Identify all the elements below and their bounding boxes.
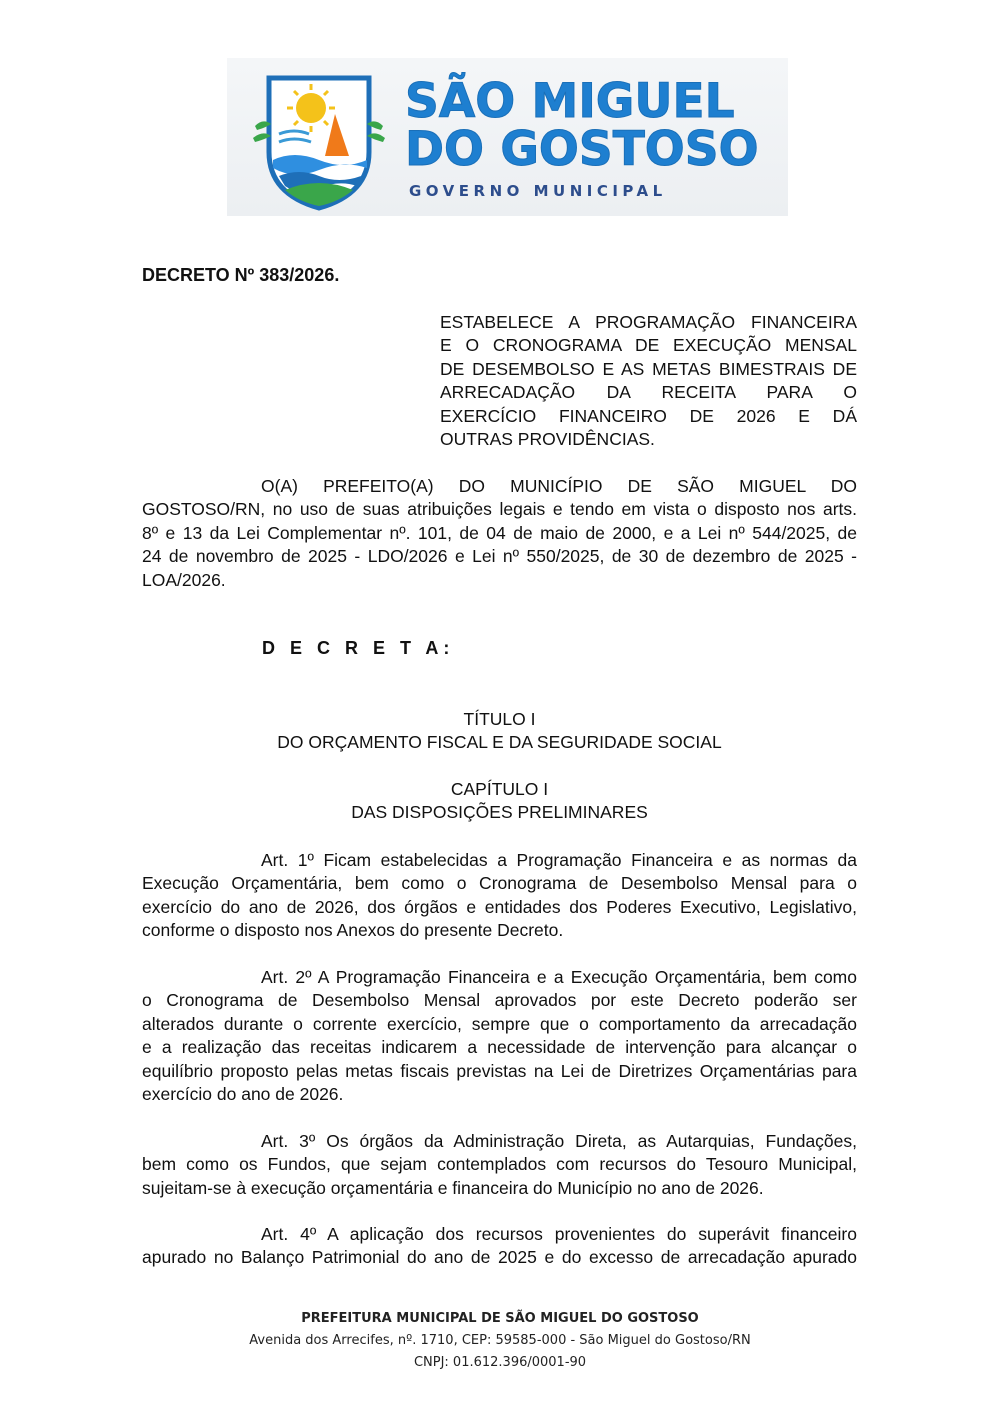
paragraph-line: exercício do ano de 2026, dos órgãos e entidades dos Poderes Executivo, Legislativo, [142, 896, 857, 917]
footer-org: PREFEITURA MUNICIPAL DE SÃO MIGUEL DO GOSTOSO [301, 1311, 699, 1326]
logo-line-1: SÃO MIGUEL [405, 74, 735, 129]
paragraph-line: GOSTOSO/RN, no uso de suas atribuições legais e tendo em vista o disposto nos arts. [142, 499, 857, 520]
paragraph-line: sujeitam-se à execução orçamentária e financeira do Município no ano de 2026. [142, 1177, 764, 1198]
paragraph-line: Art. 3º Os órgãos da Administração Direta, as Autarquias, Fundações, [261, 1131, 857, 1151]
ementa-line: DE DESEMBOLSO E AS METAS BIMESTRAIS DE [440, 358, 857, 379]
ementa-line: ESTABELECE A PROGRAMAÇÃO FINANCEIRA [440, 312, 857, 332]
footer-address: Avenida dos Arrecifes, nº. 1710, CEP: 59585-000 - São Miguel do Gostoso/RN [249, 1333, 751, 1348]
paragraph-line: apurado no Balanço Patrimonial do ano de 2025 e do excesso de arrecadação apurado [142, 1247, 857, 1268]
preamble-paragraph [142, 475, 857, 592]
titulo-name: DO ORÇAMENTO FISCAL E DA SEGURIDADE SOCIAL [277, 732, 722, 753]
paragraph-line: equilíbrio proposto pelas metas fiscais previstas na Lei de Diretrizes Orçamentárias para [142, 1060, 857, 1081]
ementa-line: E O CRONOGRAMA DE EXECUÇÃO MENSAL [440, 335, 857, 356]
paragraph-line: exercício do ano de 2026. [142, 1084, 344, 1105]
ementa-line: OUTRAS PROVIDÊNCIAS. [440, 429, 655, 450]
capitulo-name: DAS DISPOSIÇÕES PRELIMINARES [351, 802, 648, 823]
municipal-emblem-icon [249, 64, 389, 212]
paragraph-line: Art. 2º A Programação Financeira e a Execução Orçamentária, bem como [261, 967, 857, 987]
paragraph-line: 24 de novembro de 2025 - LDO/2026 e Lei nº 550/2025, de 30 de dezembro de 2025 - [142, 546, 857, 567]
paragraph-line: o Cronograma de Desembolso Mensal aprovados por este Decreto poderão ser [142, 990, 857, 1011]
article-2 [142, 966, 857, 1106]
footer-cnpj: CNPJ: 01.612.396/0001-90 [413, 1355, 587, 1370]
paragraph-line: Execução Orçamentária, bem como o Cronograma de Desembolso Mensal para o [142, 873, 857, 894]
decree-ementa [440, 311, 857, 451]
titulo-heading [142, 708, 857, 755]
titulo-number: TÍTULO I [463, 709, 536, 729]
paragraph-line: e a realização das receitas indicarem a necessidade de intervenção para alcançar o [142, 1037, 857, 1058]
logo-subtitle: GOVERNO MUNICIPAL [409, 182, 667, 200]
capitulo-number: CAPÍTULO I [450, 779, 549, 799]
paragraph-line: bem como os Fundos, que sejam contemplados com recursos do Tesouro Municipal, [142, 1154, 857, 1175]
logo-wordmark [405, 74, 759, 200]
ementa-line: ARRECADAÇÃO DA RECEITA PARA O [440, 382, 857, 403]
capitulo-heading [142, 778, 857, 825]
paragraph-line: 8º e 13 da Lei Complementar nº. 101, de 04 de maio de 2000, e a Lei nº 544/2025, de [142, 522, 857, 543]
decreta-heading: D E C R E T A: [262, 638, 455, 658]
ementa-line: EXERCÍCIO FINANCEIRO DE 2026 E DÁ [440, 405, 857, 426]
paragraph-line: Art. 1º Ficam estabelecidas a Programação Financeira e as normas da [261, 850, 857, 870]
article-4 [142, 1223, 857, 1270]
logo-line-2: DO GOSTOSO [405, 122, 759, 177]
paragraph-line: alterados durante o corrente exercício, sempre que o comportamento da arrecadação [142, 1013, 857, 1034]
paragraph-line: conforme o disposto nos Anexos do presente Decreto. [142, 920, 564, 941]
decree-title: DECRETO Nº 383/2026. [142, 265, 340, 285]
paragraph-line: LOA/2026. [142, 569, 226, 590]
article-1 [142, 849, 857, 943]
article-3 [142, 1130, 857, 1200]
header-logo [227, 58, 788, 216]
paragraph-line: O(A) PREFEITO(A) DO MUNICÍPIO DE SÃO MIGUEL DO [261, 476, 857, 496]
paragraph-line: Art. 4º A aplicação dos recursos provenientes do superávit financeiro [261, 1224, 857, 1244]
